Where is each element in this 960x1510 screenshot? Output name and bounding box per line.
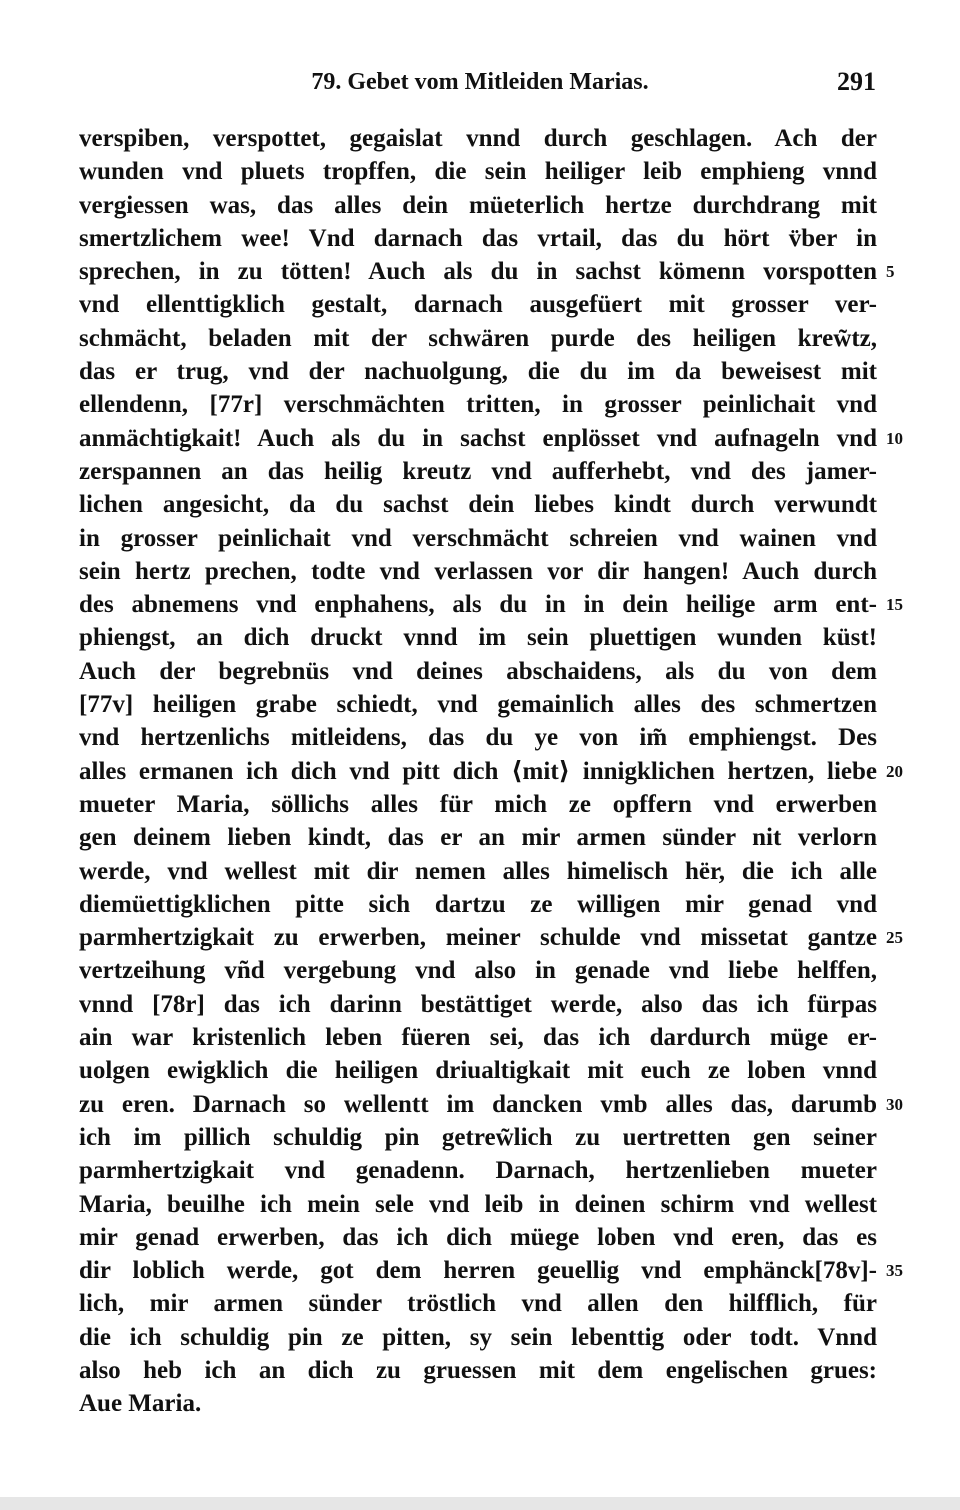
text-line: anmächtigkait! Auch als du in sachst enplösset vnd aufnageln vnd	[79, 424, 877, 452]
text-line: uolgen ewigklich die heiligen driualtigkait mit euch ze loben vnnd	[79, 1057, 877, 1085]
running-title: 79. Gebet vom Mitleiden Marias.	[311, 69, 649, 95]
text-line: dir loblich werde, got dem herren geuellig vnd emphänck[78v]-	[79, 1257, 877, 1285]
text-line: schmächt, beladen mit der schwären purde des heiligen krew̃tz,	[79, 324, 877, 352]
text-line: ellendenn, [77r] verschmächten tritten, in grosser peinlichait vnd	[79, 391, 877, 419]
line-number: 25	[886, 928, 903, 948]
text-line: zu eren. Darnach so wellentt im dancken vmb alles das, darumb	[79, 1090, 877, 1118]
text-line: zerspannen an das heilig kreutz vnd aufferhebt, vnd des jamer-	[79, 457, 877, 485]
text-line: des abnemens vnd enphahens, als du in in dein heilige arm ent-	[79, 591, 877, 619]
text-line: Auch der begrebnüs vnd deines abschaidens, als du von dem	[79, 657, 877, 685]
text-line: vertzeihung vñd vergebung vnd also in genade vnd liebe helffen,	[79, 957, 877, 985]
text-line: Aue Maria.	[79, 1390, 202, 1418]
text-line: sprechen, in zu tötten! Auch als du in sachst kömenn vorspotten	[79, 258, 877, 286]
text-line: mir genad erwerben, das ich dich müege loben vnd eren, das es	[79, 1223, 877, 1251]
text-line: mueter Maria, söllichs alles für mich ze opffern vnd erwerben	[79, 790, 877, 818]
text-line: Maria, beuilhe ich mein sele vnd leib in deinen schirm vnd wellest	[79, 1190, 877, 1218]
line-number: 10	[886, 428, 903, 448]
text-line: alles ermanen ich dich vnd pitt dich ⟨mit⟩ innigklichen hertzen, liebe	[79, 757, 877, 785]
text-line: [77v] heiligen grabe schiedt, vnd gemainlich alles des schmertzen	[79, 691, 877, 719]
text-line: lich, mir armen sünder tröstlich vnd allen den hilfflich, für	[79, 1290, 877, 1318]
text-line: ain war kristenlich leben füeren sei, das ich dardurch müge er-	[79, 1024, 877, 1052]
text-line: diemüettigklichen pitte sich dartzu ze willigen mir genad vnd	[79, 890, 877, 918]
text-line: phiengst, an dich druckt vnnd im sein pluettigen wunden küst!	[79, 624, 877, 652]
text-line: wunden vnd pluets tropffen, die sein heiliger leib emphieng vnnd	[79, 158, 877, 186]
text-line: lichen angesicht, da du sachst dein liebes kindt durch verwundt	[79, 491, 877, 519]
text-line: gen deinem lieben kindt, das er an mir armen sünder nit verlorn	[79, 824, 877, 852]
text-line: smertzlichem wee! Vnd darnach das vrtail, das du hört v̈ber in	[79, 224, 877, 252]
text-line: vnd hertzenlichs mitleidens, das du ye von im̃ emphiengst. Des	[79, 724, 877, 752]
line-number: 5	[886, 262, 895, 282]
text-line: vergiessen was, das alles dein müeterlich hertze durchdrang mit	[79, 191, 877, 219]
line-number: 20	[886, 761, 903, 781]
text-line: also heb ich an dich zu gruessen mit dem engelischen grues:	[79, 1356, 877, 1384]
text-line: ich im pillich schuldig pin getrew̃lich zu uertretten gen seiner	[79, 1123, 877, 1151]
running-head	[80, 64, 880, 100]
body-text	[79, 122, 877, 1421]
text-line: die ich schuldig pin ze pitten, sy sein lebenttig oder todt. Vnnd	[79, 1323, 877, 1351]
text-line: parmhertzigkait vnd genadenn. Darnach, hertzenlieben mueter	[79, 1157, 877, 1185]
text-line: in grosser peinlichait vnd verschmächt schreien vnd wainen vnd	[79, 524, 877, 552]
line-number: 15	[886, 595, 903, 615]
text-line: das er trug, vnd der nachuolgung, die du im da beweisest mit	[79, 358, 877, 386]
text-line: werde, vnd wellest mit dir nemen alles himelisch hër, die ich alle	[79, 857, 877, 885]
text-line: vnd ellenttigklich gestalt, darnach ausgefüert mit grosser ver-	[79, 291, 877, 319]
line-number: 30	[886, 1094, 903, 1114]
text-line: parmhertzigkait zu erwerben, meiner schulde vnd missetat gantze	[79, 924, 877, 952]
line-number: 35	[886, 1261, 903, 1281]
page-number: 291	[837, 67, 876, 96]
text-line: vnnd [78r] das ich darinn bestättiget werde, also das ich fürpas	[79, 990, 877, 1018]
text-line: sein hertz prechen, todte vnd verlassen vor dir hangen! Auch durch	[79, 557, 877, 585]
scan-bottom-edge	[0, 1497, 960, 1510]
text-line: verspiben, verspottet, gegaislat vnnd durch geschlagen. Ach der	[79, 125, 877, 152]
